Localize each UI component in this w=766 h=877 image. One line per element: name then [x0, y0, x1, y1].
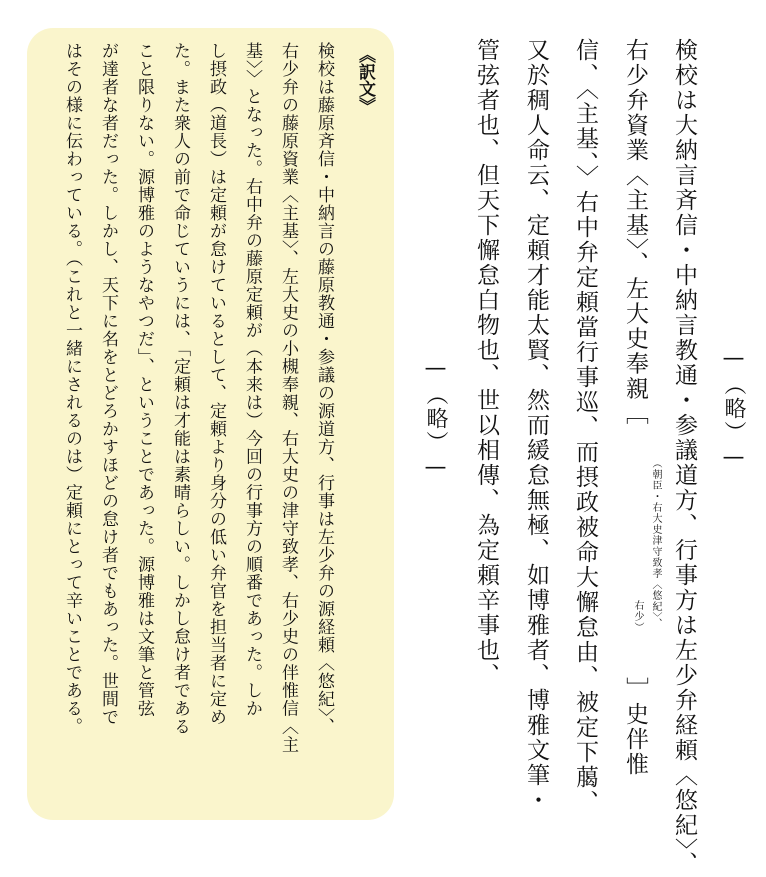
translation-line: こと限りない。源博雅のようなやつだ」、ということであった。源博雅は文筆と管弦	[134, 42, 154, 718]
omission-mark-top: —（略）—	[721, 346, 746, 472]
translation-line: が達者な者だった。しかし、天下に名をとどろかすほどの怠け者でもあった。世間で	[98, 42, 118, 726]
original-column-2b: ］史伴惟	[622, 677, 648, 777]
original-note-a: （朝臣・右大史津守致孝〈悠紀〉、	[650, 458, 661, 629]
omission-mark-bottom: —（略）—	[423, 356, 448, 482]
original-column-1: 検校は大納言斉信・中納言教通・参議道方、行事方は左少弁経頼〈悠紀〉、	[671, 38, 697, 877]
original-note-b: 右少）	[632, 600, 643, 633]
translation-line: た。また衆人の前で命じていうには、「定頼は才能は素晴らしい。しかし怠け者である	[170, 42, 190, 736]
original-column-4: 又於稠人命云、定頼才能太賢、然而緩怠無極、如博雅者、博雅文筆・	[523, 38, 549, 813]
translation-line: 検校は藤原斉信・中納言の藤原教通・参議の源道方、行事は左少弁の源経頼〈悠紀〉、	[314, 42, 334, 736]
translation-line: はその様に伝わっている。（これと一緒にされるのは）定頼にとって辛いことである。	[62, 42, 82, 736]
translation-line: 右少弁の藤原資業〈主基〉、左大史の小槻奉親、右大史の津守致孝、右少史の伴惟信〈主	[278, 42, 298, 754]
translation-line: し摂政（道長）は定頼が怠けているとして、定頼より身分の低い弁官を担当者に定め	[206, 42, 226, 726]
translation-heading: 《訳文》	[355, 46, 375, 114]
translation-line: 基〉〉となった。右中弁の藤原定頼が（本来は）今回の行事方の順番であった。しか	[242, 42, 262, 718]
original-column-2a: 右少弁資業〈主基〉、左大史奉親［	[622, 38, 648, 427]
original-column-3: 信、〈主基、〉右中弁定頼當行事巡、而摂政被命大懈怠由、被定下﨟、	[572, 38, 598, 815]
original-column-5: 管弦者也、但天下懈怠白物也、世以相傳、為定頼辛事也、	[473, 38, 499, 688]
